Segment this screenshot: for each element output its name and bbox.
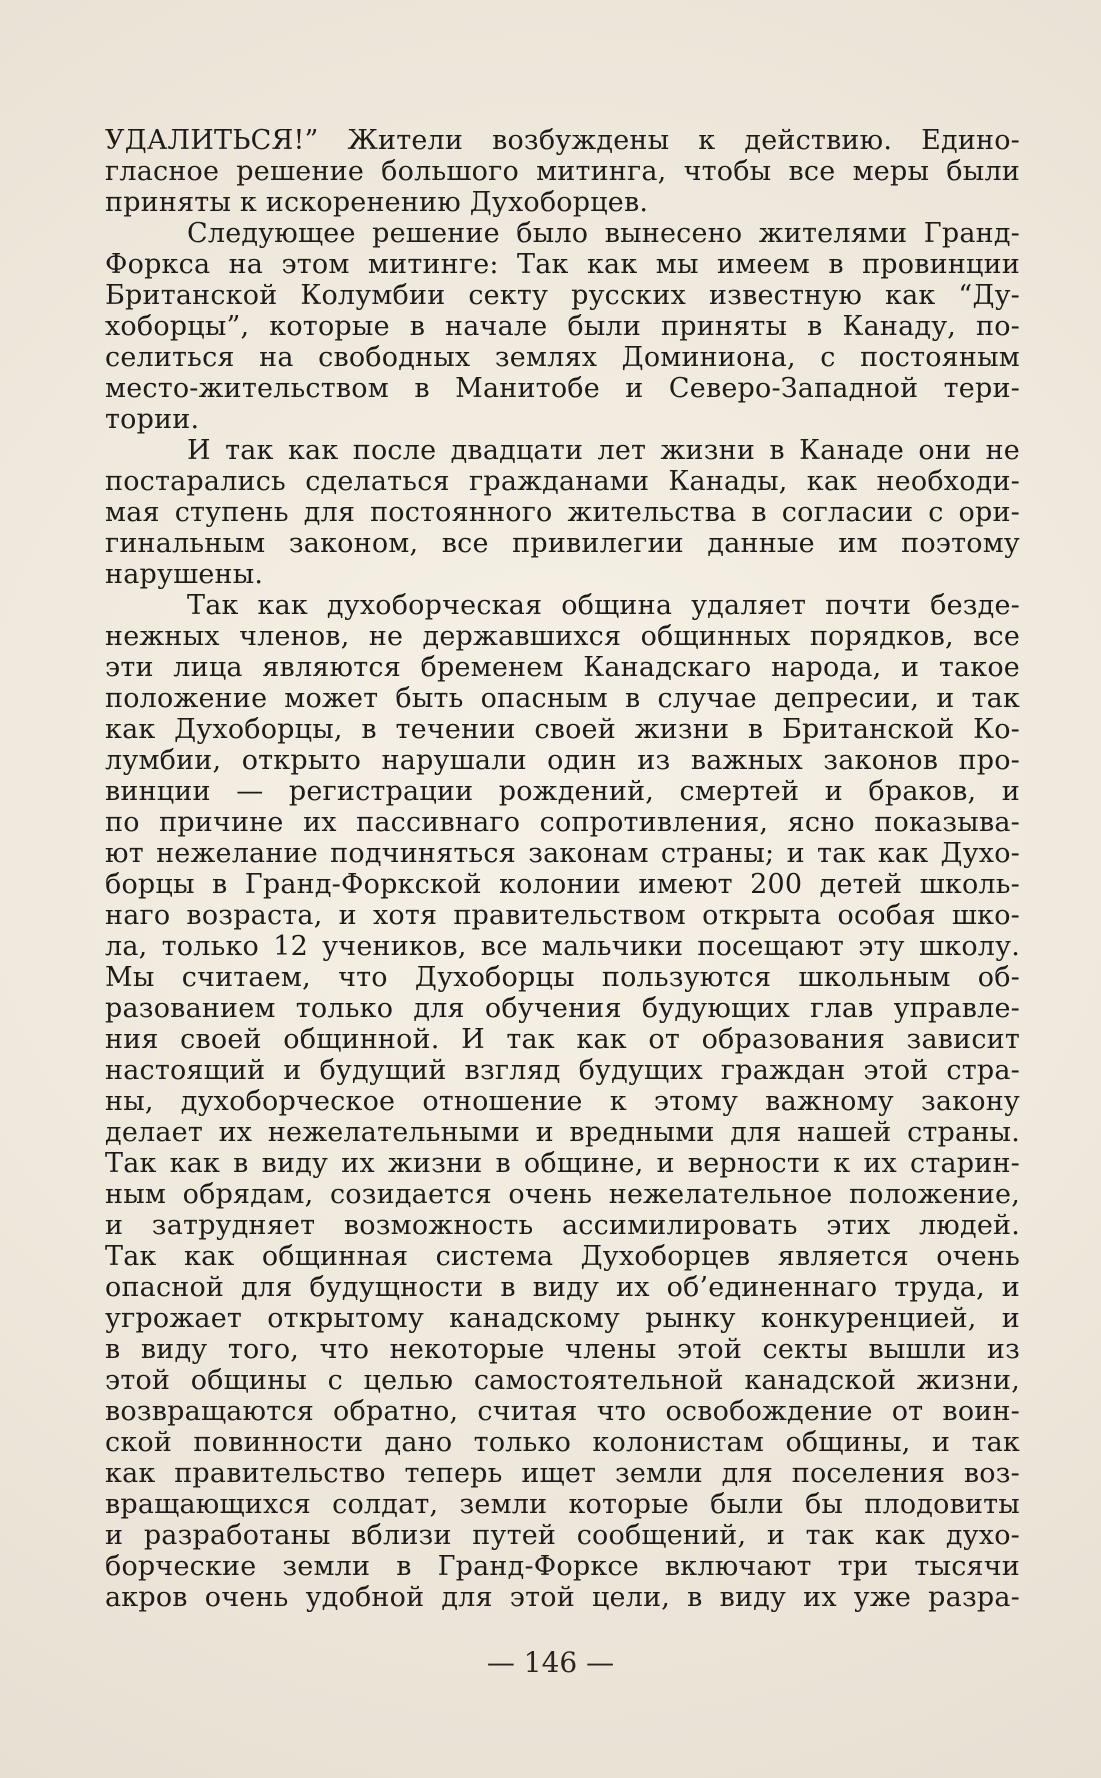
text-line: этой общины с целью самостоятельной канадской жизни, — [105, 1365, 1020, 1396]
text-line: акров очень удобной для этой цели, в виду их уже разра- — [105, 1582, 1020, 1613]
text-line: Форкса на этом митинге: Так как мы имеем в провинции — [105, 249, 1020, 280]
text-line: наго возраста, и хотя правительством открыта особая шко- — [105, 900, 1020, 931]
text-line: борческие земли в Гранд-Форксе включают три тысячи — [105, 1551, 1020, 1582]
text-line: ным обрядам, созидается очень нежелательное положение, — [105, 1179, 1020, 1210]
text-line: разованием только для обучения будующих глав управле- — [105, 993, 1020, 1024]
text-line: вращающихся солдат, земли которые были бы плодовиты — [105, 1489, 1020, 1520]
text-line: нежных членов, не державшихся общинных порядков, все — [105, 621, 1020, 652]
text-line: как Духоборцы, в течении своей жизни в Британской Ко- — [105, 714, 1020, 745]
text-line: делает их нежелательными и вредными для нашей страны. — [105, 1117, 1020, 1148]
text-line: место-жительством в Манитобе и Северо-Западной тери- — [105, 373, 1020, 404]
text-line: и затрудняет возможность ассимилировать этих людей. — [105, 1210, 1020, 1241]
text-line: по причине их пассивнаго сопротивления, ясно показыва- — [105, 807, 1020, 838]
text-line: Так как духоборческая община удаляет почти безде- — [187, 590, 1020, 621]
text-line: ния своей общинной. И так как от образования зависит — [105, 1024, 1020, 1055]
text-line: гласное решение большого митинга, чтобы все меры были — [105, 156, 1020, 187]
text-line: гинальным законом, все привилегии данные им поэтому — [105, 528, 1020, 559]
text-line: Так как в виду их жизни в общине, и верности к их старин- — [105, 1148, 1020, 1179]
text-line: Следующее решение было вынесено жителями Гранд- — [187, 218, 1020, 249]
text-line: нарушены. — [105, 559, 264, 590]
text-line: приняты к искоренению Духоборцев. — [105, 187, 649, 218]
text-line: как правительство теперь ищет земли для поселения воз- — [105, 1458, 1020, 1489]
text-line: ла, только 12 учеников, все мальчики посещают эту школу. — [105, 931, 1020, 962]
text-line: постарались сделаться гражданами Канады, как необходи- — [105, 466, 1020, 497]
text-line: тории. — [105, 404, 200, 435]
text-line: ны, духоборческое отношение к этому важному закону — [105, 1086, 1020, 1117]
text-line: возвращаются обратно, считая что освобождение от воин- — [105, 1396, 1020, 1427]
page-text — [105, 125, 1020, 1613]
text-line: положение может быть опасным в случае депресии, и так — [105, 683, 1020, 714]
text-line: лумбии, открыто нарушали один из важных законов про- — [105, 745, 1020, 776]
text-line: хоборцы”, которые в начале были приняты в Канаду, по- — [105, 311, 1020, 342]
text-line: селиться на свободных землях Доминиона, с постояным — [105, 342, 1020, 373]
text-line: ской повинности дано только колонистам общины, и так — [105, 1427, 1020, 1458]
text-line: в виду того, что некоторые члены этой секты вышли из — [105, 1334, 1020, 1365]
text-line: опасной для будущности в виду их об’единеннаго труда, и — [105, 1272, 1020, 1303]
text-line: настоящий и будущий взгляд будущих граждан этой стра- — [105, 1055, 1020, 1086]
page-number: — 146 — — [486, 1646, 615, 1679]
text-line: мая ступень для постоянного жительства в согласии с ори- — [105, 497, 1020, 528]
text-line: Британской Колумбии секту русских известную как “Ду- — [105, 280, 1020, 311]
text-line: Мы считаем, что Духоборцы пользуются школьным об- — [105, 962, 1020, 993]
text-line: и разработаны вблизи путей сообщений, и так как духо- — [105, 1520, 1020, 1551]
text-line: эти лица являются бременем Канадскаго народа, и такое — [105, 652, 1020, 683]
text-line: винции — регистрации рождений, смертей и браков, и — [105, 776, 1020, 807]
text-line: Так как общинная система Духоборцев является очень — [105, 1241, 1020, 1272]
text-line: борцы в Гранд-Форкской колонии имеют 200 детей школь- — [105, 869, 1020, 900]
text-line: ют нежелание подчиняться законам страны; и так как Духо- — [105, 838, 1020, 869]
text-line: И так как после двадцати лет жизни в Канаде они не — [187, 435, 1020, 466]
text-line: угрожает открытому канадскому рынку конкуренцией, и — [105, 1303, 1020, 1334]
text-line: УДАЛИТЬСЯ!” Жители возбуждены к действию. Едино- — [105, 125, 1020, 156]
